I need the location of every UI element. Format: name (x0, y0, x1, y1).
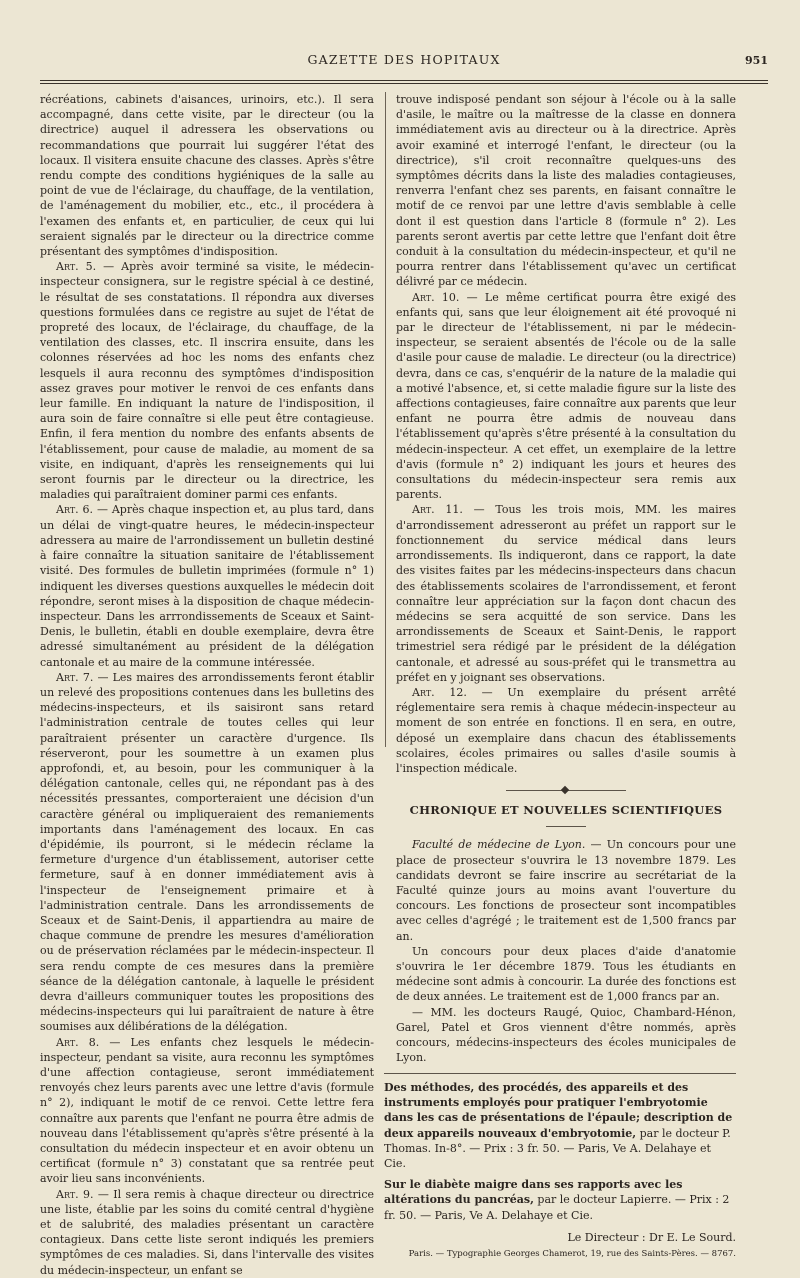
news-item: — MM. les docteurs Raugé, Quioc, Chambard-Hénon, Garel, Patel et Gros viennent d'être nommés, après concours, médecins-inspecteurs des écoles municipales de Lyon. (396, 1005, 736, 1065)
article-label: Art. 5. (56, 260, 97, 274)
article-text: — Après avoir terminé sa visite, le médecin-inspecteur consignera, sur le registre spécial à ce destiné, le résultat de ses constatations. Il répondra aux diverses questions formulées dans ce registre au sujet de l'état de propreté des locaux, de l'éclairage, du chauffage, de la ventilation des classes, etc. Il inscrira ensuite, dans les colonnes réservées ad hoc les noms des enfants chez lesquels il aura reconnu des symptômes d'indisposition assez graves pour motiver le renvoi de ces enfants dans leur famille. En indiquant la nature de l'indisposition, il aura soin de faire connaître si elle peut être contagieuse. Enfin, il fera mention du nombre des enfants absents de l'établissement, pour cause de maladie, au moment de sa visite, en indiquant, d'après les renseignements qui lui seront fournis par le directeur ou la directrice, les maladies qui paraîtraient dominer parmi ces enfants. (40, 260, 374, 502)
page-header (40, 52, 768, 72)
article-8 (40, 1035, 374, 1187)
paragraph: récréations, cabinets d'aisances, urinoirs, etc.). Il sera accompagné, dans cette visite, par le directeur (ou la directrice) auquel il adressera les observations ou recommandations que pourrait lui suggérer l'état des locaux. Il visitera ensuite chacune des classes. Après s'être rendu compte des conditions hygiéniques de la salle au point de vue de l'éclairage, du chauffage, de la ventilation, de l'aménagement du mobilier, etc., etc., il procédera à l'examen des enfants et, en particulier, de ceux qui lui seraient signalés par le directeur ou la directrice comme présentant des symptômes d'indisposition. (40, 93, 374, 259)
right-column (396, 92, 736, 1065)
article-11 (396, 502, 736, 684)
article-7 (40, 670, 374, 1035)
article-9 (40, 1187, 374, 1278)
book-notice (384, 1080, 736, 1171)
article-text: — Il sera remis à chaque directeur ou directrice une liste, établie par les soins du comité central d'hygiène et de salubrité, des maladies présentant un caractère contagieux. Dans cette liste seront indiqués les premiers symptômes de ces maladies. Si, dans l'intervalle des visites du médecin-inspecteur, un enfant se (40, 1187, 374, 1277)
article-label: Art. 9. (56, 1187, 94, 1201)
book-details: par le docteur Lapierre. — Prix : 2 fr. 50. — Paris, Ve A. Delahaye et Cie. (384, 1193, 730, 1222)
article-label: Art. 6. (56, 503, 94, 517)
article-text: — Après chaque inspection et, au plus tard, dans un délai de vingt-quatre heures, le médecin-inspecteur adressera au maire de l'arrondissement un bulletin destiné à faire connaître la situation sanitaire de l'établissement visité. Des formules de bulletin imprimées (formule n° 1) indiquent les diverses questions auxquelles le médecin doit répondre, seront mises à la disposition de chaque médecin-inspecteur. Dans les arrrondissements de Sceaux et Saint-Denis, le bulletin, établi en double exemplaire, devra être adressé simultanément au président de la délégation cantonale et au maire de la commune intéressée. (40, 503, 375, 669)
article-text: — Les enfants chez lesquels le médecin-inspecteur, pendant sa visite, aura reconnu les symptômes d'une affection contagieuse, seront immédiatement renvoyés chez leurs parents avec une lettre d'avis (formule n° 2), indiquant le motif de ce renvoi. Cette lettre fera connaître aux parents que l'enfant ne pourra être admis de nouveau dans l'établissement qu'après s'être présenté à la consultation du médecin inspecteur et en avoir obtenu un certificat (formule n° 3) constatant que sa rentrée peut avoir lieu sans inconvénients. (40, 1035, 374, 1186)
director-line: Le Directeur : Dr E. Le Sourd. (567, 1231, 736, 1244)
book-notice (384, 1177, 736, 1223)
article-text: — Les maires des arrondissements feront établir un relevé des propositions contenues dans les bulletins des médecins-inspecteurs, et ils saisiront sans retard l'administration centrale de toutes celles qui leur paraîtraient présenter un caractère d'urgence. Ils réserveront, pour les soumettre à un examen plus approfondi, et, au besoin, pour les communiquer à la délégation cantonale, celles qui, ne répondant pas à des nécessités pressantes, comporteraient une décision d'un caractère général ou impliqueraient des remaniements importants dans l'aménagement des locaux. En cas d'épidémie, ils pourront, si le médecin réclame la fermeture d'urgence d'un établissement, autoriser cette fermeture, sauf à en donner immédiatement avis à l'inspecteur de l'enseignement primaire et à l'administration centrale. Dans les arrondissements de Sceaux et de Saint-Denis, il appartiendra au maire de chaque commune de prendre les mesures d'amélioration ou de préservation réclamées par le médecin-inspecteur. Il sera rendu compte de ces mesures dans la première séance de la délégation cantonale, à laquelle le président devra d'ailleurs communiquer toutes les propositions des médecins-inspecteurs qui lui paraîtraient de nature à être soumises aux délibérations de la délégation. (40, 670, 374, 1034)
short-rule (546, 826, 586, 827)
left-column (40, 92, 374, 1278)
article-5 (40, 259, 374, 502)
diamond-ornament-icon (561, 786, 569, 794)
article-10 (396, 290, 736, 503)
printer-imprint: Paris. — Typographie Georges Chamerot, 19, rue des Saints-Pères. — 8767. (408, 1249, 736, 1259)
article-text: — Tous les trois mois, MM. les maires d'arrondissement adresseront au préfet un rapport sur le fonctionnement du service médical dans leurs arrondissements. Ils indiqueront, dans ce rapport, la date des visites faites par les médecins-inspecteurs dans chacun des établissements scolaires de l'arrondissement, et feront connaître leur appréciation sur la façon dont chacun des médecins se sera acquitté de son service. Dans les arrondissements de Sceaux et Saint-Denis, le rapport trimestriel sera rédigé par le président de la délégation cantonale, et adressé au sous-préfet qui le transmettra au préfet en y joignant ses observations. (396, 503, 736, 684)
article-6 (40, 502, 374, 669)
book-title: Des méthodes, des procédés, des appareils et des instruments employés pour pratiquer l'embryotomie dans les cas de présentations de l'épaule; description de deux appareils nouveaux d'embryotomie, (384, 1081, 733, 1140)
running-title: GAZETTE DES HOPITAUX (307, 52, 501, 67)
article-label: Art. 8. (56, 1035, 100, 1049)
article-label: Art. 10. (412, 290, 460, 304)
section-separator (506, 790, 626, 791)
book-notices (384, 1073, 736, 1227)
news-text: — Un concours pour une place de prosecteur s'ouvrira le 13 novembre 1879. Les candidats devront se faire inscrire au secrétariat de la Faculté quinze jours au moins avant l'ouverture du concours. Les fonctions de prosecteur sont incompatibles avec celles d'agrégé ; le traitement est de 1,500 francs par an. (396, 838, 736, 943)
news-lead: Faculté de médecine de Lyon. (412, 838, 586, 852)
article-label: Art. 7. (56, 670, 94, 684)
paragraph: trouve indisposé pendant son séjour à l'école ou à la salle d'asile, le maître ou la maîtresse de la classe en donnera immédiatement avis au directeur ou à la directrice. Après avoir examiné et interrogé l'enfant, le directeur (ou la directrice), s'il croit reconnaître quelques-uns des symptômes décrits dans la liste des maladies contagieuses, renverra l'enfant chez ses parents, en faisant connaître le motif de ce renvoi par une lettre d'avis semblable à celle dont il est question dans l'article 8 (formule n° 2). Les parents seront avertis par cette lettre que l'enfant doit être conduit à la consultation du médecin-inspecteur, et qu'il ne pourra rentrer dans l'établissement qu'avec un certificat délivré par ce médecin. (396, 93, 736, 289)
article-12 (396, 685, 736, 776)
news-item: Un concours pour deux places d'aide d'anatomie s'ouvrira le 1er décembre 1879. Tous les étudiants en médecine sont admis à concourir. La durée des fonctions est de deux années. Le traitement est de 1,000 francs par an. (396, 944, 736, 1004)
page-number: 951 (745, 54, 768, 67)
article-label: Art. 11. (412, 503, 463, 517)
article-text: — Un exemplaire du présent arrêté réglementaire sera remis à chaque médecin-inspecteur au moment de son entrée en fonctions. Il en sera, en outre, déposé un exemplaire dans chacun des établissements scolaires, écoles primaires ou salles d'asile soumis à l'inspection médicale. (396, 685, 736, 775)
book-title: Sur le diabète maigre dans ses rapports avec les altérations du pancréas, (384, 1178, 683, 1207)
section-heading: CHRONIQUE ET NOUVELLES SCIENTIFIQUES (409, 803, 723, 818)
column-divider (385, 92, 386, 747)
article-text: — Le même certificat pourra être exigé des enfants qui, sans que leur éloignement ait été provoqué ni par le directeur de l'établissement, ni par le médecin-inspecteur, se seraient absentés de l'école ou de la salle d'asile pour cause de maladie. Le directeur (ou la directrice) devra, dans ce cas, s'enquérir de la nature de la maladie qui a motivé l'absence, et, si cette maladie figure sur la liste des affections contagieuses, faire connaître aux parents que leur enfant ne pourra être admis de nouveau dans l'établissement qu'après s'être présenté à la consultation du médecin-inspecteur. A cet effet, un exemplaire de la lettre d'avis (formule n° 2) indiquant les jours et heures des consultations du médecin-inspecteur sera remis aux parents. (396, 290, 737, 502)
article-label: Art. 12. (412, 685, 467, 699)
news-item (396, 837, 736, 943)
header-rule (40, 80, 768, 84)
book-details: par le docteur P. Thomas. In-8°. — Prix : 3 fr. 50. — Paris, Ve A. Delahaye et Cie. (384, 1126, 731, 1171)
